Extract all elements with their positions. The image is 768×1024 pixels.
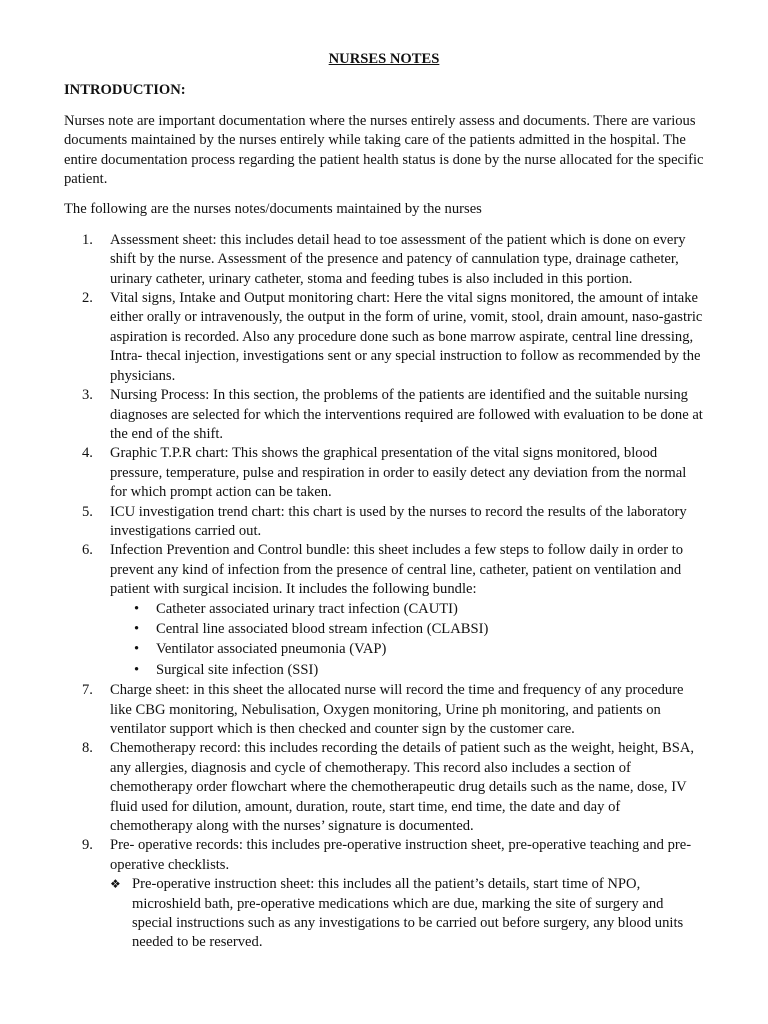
sub-item-text: Pre-operative instruction sheet: this includes all the patient’s details, start time of NPO, microshield bath, pre-operative medications which are due, marking the site of surgery and special instructions such as any investigations to be carried out before surgery, any blood units needed to be reserved. [132, 876, 684, 951]
item-text: Vital signs, Intake and Output monitoring chart: Here the vital signs monitored, the amount of intake either orally or intravenously, the output in the form of urine, vomit, stool, drain amount, naso-gastric aspiration is recorded. Also any procedure done such as bone marrow aspirate, central line dressing, Intra- thecal injection, investigations sent or any special instruction to follow as recommended by the physicians. [110, 290, 703, 384]
bullet-item [134, 661, 704, 680]
item-number: 4. [82, 445, 93, 462]
bullet-icon: • [134, 620, 140, 637]
item-number: 5. [82, 503, 93, 520]
list-item [82, 739, 704, 836]
bullet-text: Central line associated blood stream infection (CLABSI) [156, 620, 489, 637]
list-item [82, 289, 704, 386]
bullet-text: Ventilator associated pneumonia (VAP) [156, 641, 387, 658]
bullet-icon: • [134, 641, 140, 658]
lead-in-paragraph: The following are the nurses notes/documents maintained by the nurses [64, 201, 482, 218]
item-text: ICU investigation trend chart: this chart is used by the nurses to record the results of the laboratory investigations carried out. [110, 503, 687, 539]
intro-heading: INTRODUCTION: [64, 82, 186, 99]
item-text: Chemotherapy record: this includes recording the details of patient such as the weight, height, BSA, any allergies, diagnosis and cycle of chemotherapy. This record also includes a section of chemotherapy order flowchart where the chemotherapeutic drug details such as the name, dose, IV fluid used for dilution, amount, duration, route, start time, end time, the date and day of chemotherapy along with the nurses’ signature is documented. [110, 740, 695, 835]
bullet-icon: • [134, 661, 140, 678]
list-item [82, 541, 704, 680]
item-text: Infection Prevention and Control bundle: this sheet includes a few steps to follow daily in order to prevent any kind of infection from the presence of central line, catheter, patient on ventilation and patient with surgical incision. It includes the following bundle: [110, 542, 684, 598]
item-number: 9. [82, 837, 93, 854]
item-number: 7. [82, 682, 93, 699]
bullet-item [134, 600, 704, 619]
sub-list-item [110, 875, 704, 953]
bullet-item [134, 640, 704, 659]
list-item [82, 681, 704, 739]
document-title: NURSES NOTES [328, 51, 440, 67]
preop-sub-list [110, 875, 704, 953]
item-text: Nursing Process: In this section, the problems of the patients are identified and the suitable nursing diagnoses are selected for which the interventions required are followed with evaluation to be done at the end of the shift. [110, 387, 703, 442]
item-number: 1. [82, 231, 93, 248]
bullet-text: Catheter associated urinary tract infection (CAUTI) [156, 600, 458, 617]
list-item [82, 231, 704, 289]
item-number: 3. [82, 387, 93, 404]
item-text: Graphic T.P.R chart: This shows the graphical presentation of the vital signs monitored, blood pressure, temperature, pulse and respiration in order to easily detect any deviation from the normal for which prompt action can be taken. [110, 445, 687, 501]
item-number: 6. [82, 542, 93, 559]
list-item [82, 836, 704, 952]
bullet-text: Surgical site infection (SSI) [156, 661, 319, 678]
diamond-bullet-icon: ❖ [110, 877, 121, 892]
item-text: Assessment sheet: this includes detail head to toe assessment of the patient which is done on every shift by the nurse. Assessment of the presence and patency of cannulation type, drainage catheter, urinary catheter, urinary catheter, stoma and feeding tubes is also included in this portion. [110, 231, 686, 287]
item-number: 8. [82, 740, 93, 757]
bullet-item [134, 620, 704, 639]
list-item [82, 444, 704, 502]
bullet-icon: • [134, 600, 140, 617]
item-number: 2. [82, 290, 93, 307]
intro-paragraph: Nurses note are important documentation where the nurses entirely assess and documents. There are various documents maintained by the nurses entirely while taking care of the patients admitted in the hospital. The entire documentation process regarding the patient health status is done by the nurse allocated for the specific patient. [64, 112, 704, 188]
item-text: Charge sheet: in this sheet the allocated nurse will record the time and frequency of any procedure like CBG monitoring, Nebulisation, Oxygen monitoring, Urine ph monitoring, and patients on ventilator support which is then checked and counter sign by the customer care. [110, 682, 684, 737]
list-item [82, 386, 704, 444]
bundle-bullet-list [110, 600, 704, 681]
list-item [82, 503, 704, 542]
notes-list [64, 231, 704, 953]
item-text: Pre- operative records: this includes pre-operative instruction sheet, pre-operative teaching and pre-operative checklists. [110, 837, 692, 873]
